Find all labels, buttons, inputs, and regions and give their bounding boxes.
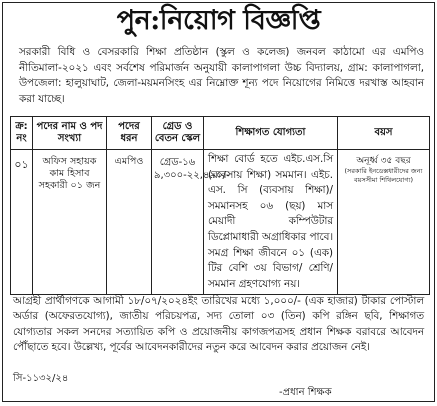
cell-grade: গ্রেড-১৬ ৯,৩০০-২২,৪৯০/- xyxy=(152,150,204,295)
age-limit: অনূর্ধ্ব ৩৫ বছর xyxy=(356,156,411,166)
header-grade: গ্রেড ও বেতন স্কেল xyxy=(152,117,204,150)
header-age: বয়স xyxy=(338,117,430,150)
application-instructions: আগ্রহী প্রার্থীগণকে আগামী ১৮/০৭/২০২৪ইং তারিখের মধ্যে ১,০০০/- (এক হাজার) টাকার পোস্টাল অর্ডার (অফেরতযোগ্য), জাতীয় পরিচয়পত্র, সদ্য তোলা ০৩ (তিন) কপি রঙ্গিন ছবি, শিক্ষাগত যোগ্যতার সকল সনদের সত্যায়িত কপি ও প্রয়োজনীয় কাগজপত্রসহ প্রধান শিক্ষক বরাবরে আবেদন পৌঁছাতে হবে। উল্লেখ্য, পূর্বের আবেদনকারীদের নতুন করে আবেদন করার প্রয়োজন নেই। xyxy=(13,295,424,354)
title-text: পুন:নিয়োগ বিজ্ঞপ্তি xyxy=(116,5,321,36)
reference-number: সি-১১৩২/২৪ xyxy=(13,373,69,384)
intro-paragraph: সরকারী বিধি ও বেসরকারি শিক্ষা প্রতিষ্ঠান (স্কুল ও কলেজ) জনবল কাঠামো এর এমপিও নীতিমালা-২০২১ এবং সর্বশেষ পরিমার্জন অনুযায়ী কালাপাগলা উচ্চ বিদ্যালয়, গ্রাম: কালাপাগলা, উপজেলা: হালুয়াঘাট, জেলা-ময়মনসিংহ এর নিম্নোক্ত শূন্য পদে নিয়োগের নিমিত্তে দরখাস্ত আহবান করা যাচ্ছে। xyxy=(19,46,424,105)
circular-title xyxy=(3,6,434,36)
table-row xyxy=(11,150,430,295)
vacancy-table xyxy=(10,116,430,295)
table-header-row xyxy=(11,117,430,150)
cell-type: এমপিও xyxy=(107,150,152,295)
age-note: (সরকারি ইনডেক্সধারীদের জন্য বয়সসীমা শিথিলযোগ্য) xyxy=(344,167,423,184)
job-circular xyxy=(2,2,435,402)
header-serial: ক্র: নং xyxy=(11,117,33,150)
cell-qualification: শিক্ষা বোর্ড হতে এইচ.এস.সি (ব্যবসায় শিক্ষা) সমমান। এইচ. এস. সি (ব্যবসায় শিক্ষা)/ সমমানসহ ০৬ (ছয়) মাস মেয়াদী কম্পিউটার ডিপ্লোমাধারী অগ্রাধিকার পাবে। সমগ্র শিক্ষা জীবনে ০১ (এক) টির বেশি ৩য় বিভাগ/ শ্রেণি/ সমমান গ্রহণযোগ্য নয়। xyxy=(204,150,338,295)
cell-age xyxy=(338,150,430,295)
cell-serial: ০১ xyxy=(11,150,33,295)
header-type: পদের ধরন xyxy=(107,117,152,150)
signatory: -প্রধান শিক্ষক xyxy=(279,387,332,398)
cell-post: অফিস সহায়ক কাম হিসাব সহকারী ০১ জন xyxy=(33,150,107,295)
header-post: পদের নাম ও পদ সংখ্যা xyxy=(33,117,107,150)
header-qualification: শিক্ষাগত যোগ্যতা xyxy=(204,117,338,150)
